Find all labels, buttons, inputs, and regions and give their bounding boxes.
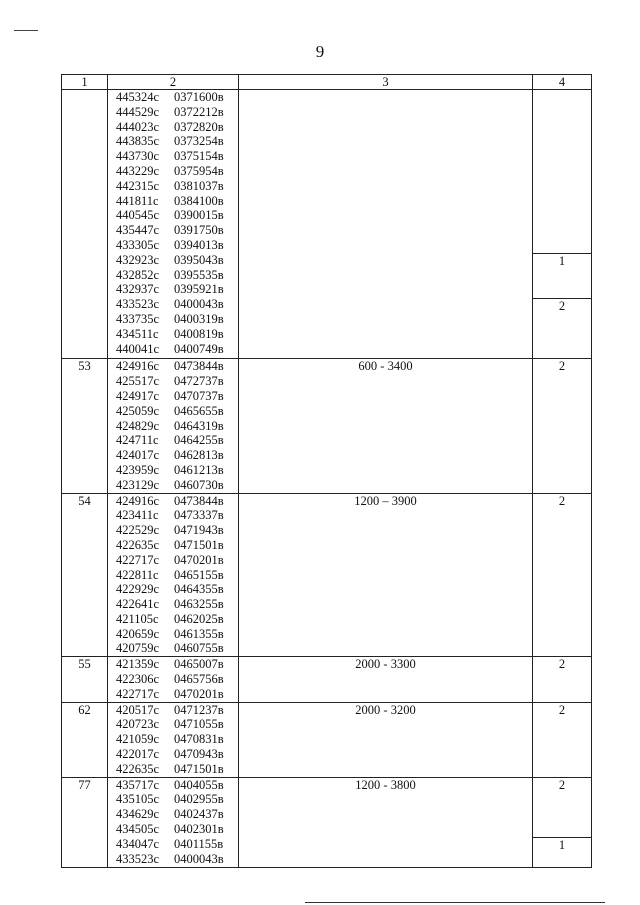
coordinate-list [108,493,239,657]
class-spacer [533,853,591,868]
class-spacer [533,822,591,837]
longitude-value: 0464319в [174,418,224,433]
longitude-value: 0372820в [174,119,224,134]
coordinate-pair [116,404,238,419]
table-row [62,493,592,657]
longitude-value: 0400319в [174,311,224,326]
class-spacer [533,582,591,597]
longitude-value: 0404055в [174,777,224,792]
table-row [62,657,592,702]
coordinate-list [108,777,239,868]
longitude-value: 0470943в [174,747,224,762]
longitude-value: 0373254в [174,134,224,149]
coordinate-pair [116,687,238,702]
latitude-value: 423411с [116,508,159,523]
latitude-value: 420759с [116,641,160,656]
longitude-value: 0402955в [174,792,224,807]
coordinate-pair [116,208,238,223]
coordinate-pair [116,641,238,656]
table-row [62,777,592,868]
latitude-value: 442315с [116,178,160,193]
longitude-value: 0465756в [174,672,224,687]
coordinate-pair [116,149,238,164]
latitude-value: 445324с [116,90,160,104]
longitude-value: 0464255в [174,433,224,448]
latitude-value: 423129с [116,477,160,492]
coordinate-pair [116,657,238,672]
coordinate-pair [116,582,238,597]
header-col-4: 4 [533,75,592,90]
class-spacer [533,179,591,194]
longitude-value: 0400043в [174,851,224,866]
class-spacer [533,194,591,209]
class-spacer [533,687,591,702]
longitude-value: 0395921в [174,282,224,297]
latitude-value: 420517с [116,702,160,717]
class-spacer [533,538,591,553]
coordinate-pair [116,419,238,434]
coordinate-pair [116,732,238,747]
latitude-value: 433523с [116,297,160,312]
coordinate-pair [116,253,238,268]
latitude-value: 443835с [116,134,160,149]
latitude-value: 422017с [116,747,160,762]
class-spacer [533,641,591,656]
page-number: 9 [315,42,325,61]
longitude-value: 0470737в [174,388,224,403]
longitude-value: 0470201в [174,686,224,701]
class-spacer [533,553,591,568]
table-row [62,90,592,359]
longitude-value: 0471237в [174,702,224,717]
longitude-value: 0471055в [174,717,224,732]
latitude-value: 422641с [116,597,160,612]
longitude-value: 0461355в [174,626,224,641]
coordinate-pair [116,568,238,583]
class-spacer [533,314,591,329]
coordinate-pair [116,312,238,327]
class-cell [533,777,592,868]
coordinate-list [108,90,239,359]
class-spacer [533,269,591,284]
coordinate-pair [116,105,238,120]
coordinate-pair [116,433,238,448]
class-spacer [533,238,591,253]
class-value: 2 [558,777,566,792]
class-spacer [533,597,591,612]
latitude-value: 425059с [116,403,160,418]
latitude-value: 435447с [116,223,160,238]
coordinate-pair [116,538,238,553]
coordinate-pair [116,134,238,149]
row-number: 54 [62,493,108,657]
latitude-value: 434505с [116,822,160,837]
class-spacer [533,283,591,298]
header-col-2: 2 [108,75,239,90]
class-cell [533,493,592,657]
longitude-value: 0371600в [174,90,224,104]
longitude-value: 0465655в [174,403,224,418]
longitude-value: 0472737в [174,374,224,389]
class-spacer [533,717,591,732]
class-spacer [533,478,591,493]
coordinate-pair [116,223,238,238]
latitude-value: 433523с [116,851,160,866]
coordinate-list [108,702,239,777]
class-spacer [533,344,591,359]
coordinate-pair [116,342,238,357]
longitude-value: 0394013в [174,237,224,252]
class-spacer [533,627,591,642]
latitude-value: 440041с [116,341,160,356]
coordinate-pair [116,359,238,374]
latitude-value: 420659с [116,626,160,641]
longitude-value: 0391750в [174,223,224,238]
longitude-value: 0471501в [174,537,224,552]
longitude-value: 0400749в [174,341,224,356]
longitude-value: 0464355в [174,582,224,597]
coordinate-pair [116,238,238,253]
longitude-value: 0471501в [174,761,224,776]
class-spacer [533,164,591,179]
coordinate-pair [116,747,238,762]
coordinate-pair [116,612,238,627]
coordinate-pair [116,597,238,612]
coordinate-pair [116,627,238,642]
coordinate-pair [116,837,238,852]
class-value: 1 [533,837,591,853]
coordinate-pair [116,778,238,793]
class-value: 2 [558,702,566,717]
latitude-value: 424711с [116,433,159,448]
class-spacer [533,568,591,583]
coordinate-pair [116,268,238,283]
longitude-value: 0462813в [174,448,224,463]
longitude-value: 0460730в [174,477,224,492]
latitude-value: 422529с [116,523,160,538]
coordinate-pair [116,807,238,822]
class-spacer [533,448,591,463]
latitude-value: 434629с [116,807,160,822]
class-spacer [533,807,591,822]
class-cell [533,702,592,777]
coordinate-pair [116,179,238,194]
class-spacer [533,419,591,434]
altitude-range: 600 - 3400 [239,359,533,493]
coordinate-pair [116,762,238,777]
coordinate-pair [116,822,238,837]
class-spacer [533,120,591,135]
longitude-value: 0401155в [174,836,224,851]
latitude-value: 441811с [116,193,159,208]
latitude-value: 434047с [116,836,160,851]
longitude-value: 0400043в [174,297,224,312]
latitude-value: 433735с [116,311,160,326]
coordinate-pair [116,508,238,523]
coordinate-pair [116,297,238,312]
latitude-value: 424916с [116,359,160,374]
header-col-1: 1 [62,75,108,90]
class-value: 1 [533,253,591,269]
latitude-value: 435717с [116,777,160,792]
latitude-value: 435105с [116,792,160,807]
coordinate-pair [116,90,238,105]
longitude-value: 0375154в [174,149,224,164]
latitude-value: 424829с [116,418,160,433]
latitude-value: 424916с [116,493,160,508]
latitude-value: 432937с [116,282,160,297]
class-spacer [533,134,591,149]
latitude-value: 432852с [116,267,160,282]
latitude-value: 443730с [116,149,160,164]
class-spacer [533,508,591,523]
latitude-value: 425517с [116,374,160,389]
latitude-value: 421059с [116,732,160,747]
altitude-range [239,90,533,359]
longitude-value: 0460755в [174,641,224,656]
latitude-value: 443229с [116,163,160,178]
longitude-value: 0390015в [174,208,224,223]
class-cell [533,657,592,702]
longitude-value: 0402437в [174,807,224,822]
row-number: 53 [62,359,108,493]
coordinate-list [108,657,239,702]
coordinate-pair [116,164,238,179]
class-spacer [533,747,591,762]
coordinate-pair [116,194,238,209]
class-spacer [533,208,591,223]
class-spacer [533,672,591,687]
class-spacer [533,90,591,105]
coordinate-pair [116,389,238,404]
class-spacer [533,792,591,807]
altitude-range: 1200 - 3800 [239,777,533,868]
class-spacer [533,223,591,238]
class-cell [533,359,592,493]
latitude-value: 422635с [116,761,160,776]
longitude-value: 0465155в [174,567,224,582]
class-value: 2 [558,657,566,672]
longitude-value: 0470201в [174,552,224,567]
longitude-value: 0473337в [174,508,224,523]
class-cell [533,90,592,359]
longitude-value: 0402301в [174,822,224,837]
altitude-range: 2000 - 3300 [239,657,533,702]
header-col-3: 3 [239,75,533,90]
class-spacer [533,404,591,419]
coordinate-pair [116,327,238,342]
coordinate-pair [116,463,238,478]
coordinate-pair [116,120,238,135]
longitude-value: 0375954в [174,163,224,178]
coordinate-pair [116,672,238,687]
longitude-value: 0395535в [174,267,224,282]
longitude-value: 0462025в [174,611,224,626]
class-spacer [533,732,591,747]
longitude-value: 0470831в [174,732,224,747]
coordinate-pair [116,792,238,807]
latitude-value: 444023с [116,119,160,134]
coordinate-pair [116,494,238,509]
coordinate-pair [116,703,238,718]
coordinate-pair [116,478,238,493]
latitude-value: 422635с [116,537,160,552]
longitude-value: 0461213в [174,462,224,477]
class-spacer [533,329,591,344]
scan-mark [14,30,38,31]
latitude-value: 424917с [116,388,160,403]
latitude-value: 422717с [116,686,160,701]
longitude-value: 0471943в [174,523,224,538]
longitude-value: 0372212в [174,104,224,119]
row-number: 77 [62,777,108,868]
longitude-value: 0465007в [174,657,224,672]
latitude-value: 444529с [116,104,160,119]
longitude-value: 0384100в [174,193,224,208]
table-body [62,90,592,868]
table-row [62,702,592,777]
class-spacer [533,374,591,389]
longitude-value: 0473844в [174,359,224,374]
coordinate-pair [116,717,238,732]
coordinate-pair [116,374,238,389]
latitude-value: 432923с [116,252,160,267]
class-spacer [533,612,591,627]
class-spacer [533,105,591,120]
row-number: 55 [62,657,108,702]
latitude-value: 422929с [116,582,160,597]
latitude-value: 434511с [116,326,159,341]
class-value: 2 [558,359,566,374]
longitude-value: 0381037в [174,178,224,193]
coordinate-list [108,359,239,493]
coordinate-pair [116,553,238,568]
longitude-value: 0395043в [174,252,224,267]
longitude-value: 0473844в [174,493,224,508]
latitude-value: 422717с [116,552,160,567]
coordinate-pair [116,448,238,463]
latitude-value: 440545с [116,208,160,223]
class-value: 2 [558,493,566,508]
latitude-value: 424017с [116,448,160,463]
coordinate-pair [116,852,238,867]
class-spacer [533,149,591,164]
table-header-row [62,75,592,90]
class-spacer [533,762,591,777]
latitude-value: 422306с [116,672,160,687]
latitude-value: 423959с [116,462,160,477]
table-row [62,359,592,493]
latitude-value: 421359с [116,657,160,672]
longitude-value: 0400819в [174,326,224,341]
footer-rule [305,902,605,903]
latitude-value: 420723с [116,717,160,732]
class-spacer [533,523,591,538]
coordinates-table [61,74,592,868]
latitude-value: 433305с [116,237,160,252]
latitude-value: 421105с [116,611,159,626]
coordinate-pair [116,523,238,538]
longitude-value: 0463255в [174,597,224,612]
row-number [62,90,108,359]
class-spacer [533,389,591,404]
latitude-value: 422811с [116,567,159,582]
row-number: 62 [62,702,108,777]
class-spacer [533,433,591,448]
altitude-range: 2000 - 3200 [239,702,533,777]
class-value: 2 [533,298,591,314]
class-spacer [533,463,591,478]
altitude-range: 1200 – 3900 [239,493,533,657]
coordinate-pair [116,282,238,297]
